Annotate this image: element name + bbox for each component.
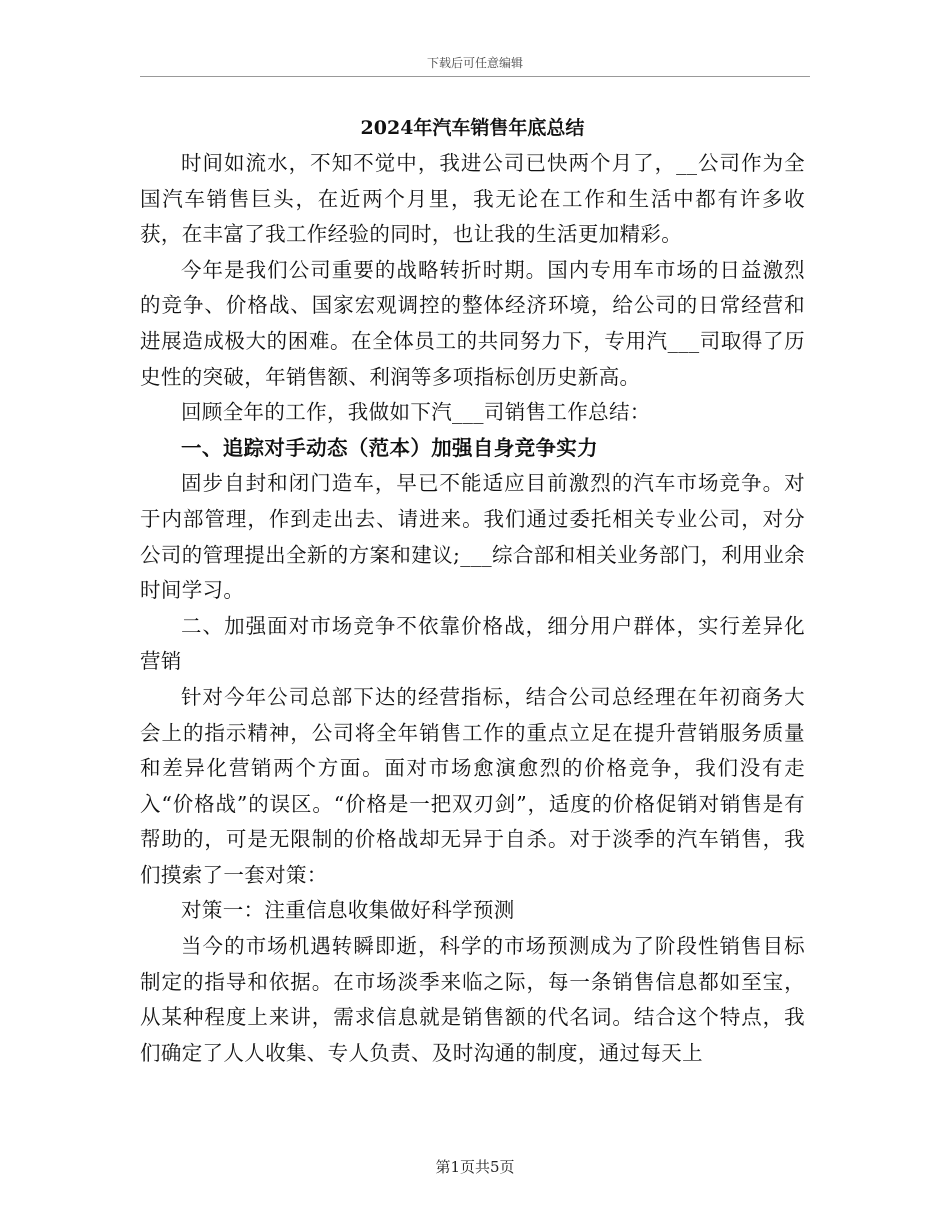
section-heading-2: 二、加强面对市场竞争不依靠价格战，细分用户群体，实行差异化营销 <box>140 613 805 674</box>
page-footer: 第1页共5页 <box>435 1158 515 1176</box>
page-header: 下载后可任意编辑 <box>426 56 523 70</box>
paragraph-strategy: 今年是我们公司重要的战略转折时期。国内专用车市场的日益激烈的竞争、价格战、国家宏观调控的整体经济环境，给公司的日常经营和进展造成极大的困难。在全体员工的共同努力下，专用汽___司取得了历史性的突破，年销售额、利润等多项指标创历史新高。 <box>140 257 805 389</box>
section-heading-1: 一、追踪对手动态（范本）加强自身竞争实力 <box>181 435 598 460</box>
paragraph-review: 回顾全年的工作，我做如下汽___司销售工作总结： <box>181 400 651 425</box>
subheading-strategy-1: 对策一：注重信息收集做好科学预测 <box>181 898 515 923</box>
document-title: 2024年汽车销售年底总结 <box>360 117 585 139</box>
paragraph-forecast: 当今的市场机遇转瞬即逝，科学的市场预测成为了阶段性销售目标制定的指导和依据。在市场淡季来临之际，每一条销售信息都如至宝，从某种程度上来讲，需求信息就是销售额的代名词。结合这个特点，我们确定了人人收集、专人负责、及时沟通的制度，通过每天上 <box>140 934 805 1065</box>
header-rule <box>140 76 810 77</box>
document-body <box>140 112 805 1071</box>
paragraph-intro: 时间如流水，不知不觉中，我进公司已快两个月了，__公司作为全国汽车销售巨头，在近两个月里，我无论在工作和生活中都有许多收获，在丰富了我工作经验的同时，也让我的生活更加精彩。 <box>140 151 805 247</box>
paragraph-management: 固步自封和闭门造车，早已不能适应目前激烈的汽车市场竞争。对于内部管理，作到走出去、请进来。我们通过委托相关专业公司，对分公司的管理提出全新的方案和建议;___综合部和相关业务部门，利用业余时间学习。 <box>140 471 805 603</box>
paragraph-pricing: 针对今年公司总部下达的经营指标，结合公司总经理在年初商务大会上的指示精神，公司将全年销售工作的重点立足在提升营销服务质量和差异化营销两个方面。面对市场愈演愈烈的价格竞争，我们没有走入“价格战”的误区。“价格是一把双刃剑”，适度的价格促销对销售是有帮助的，可是无限制的价格战却无异于自杀。对于淡季的汽车销售，我们摸索了一套对策： <box>140 684 805 887</box>
